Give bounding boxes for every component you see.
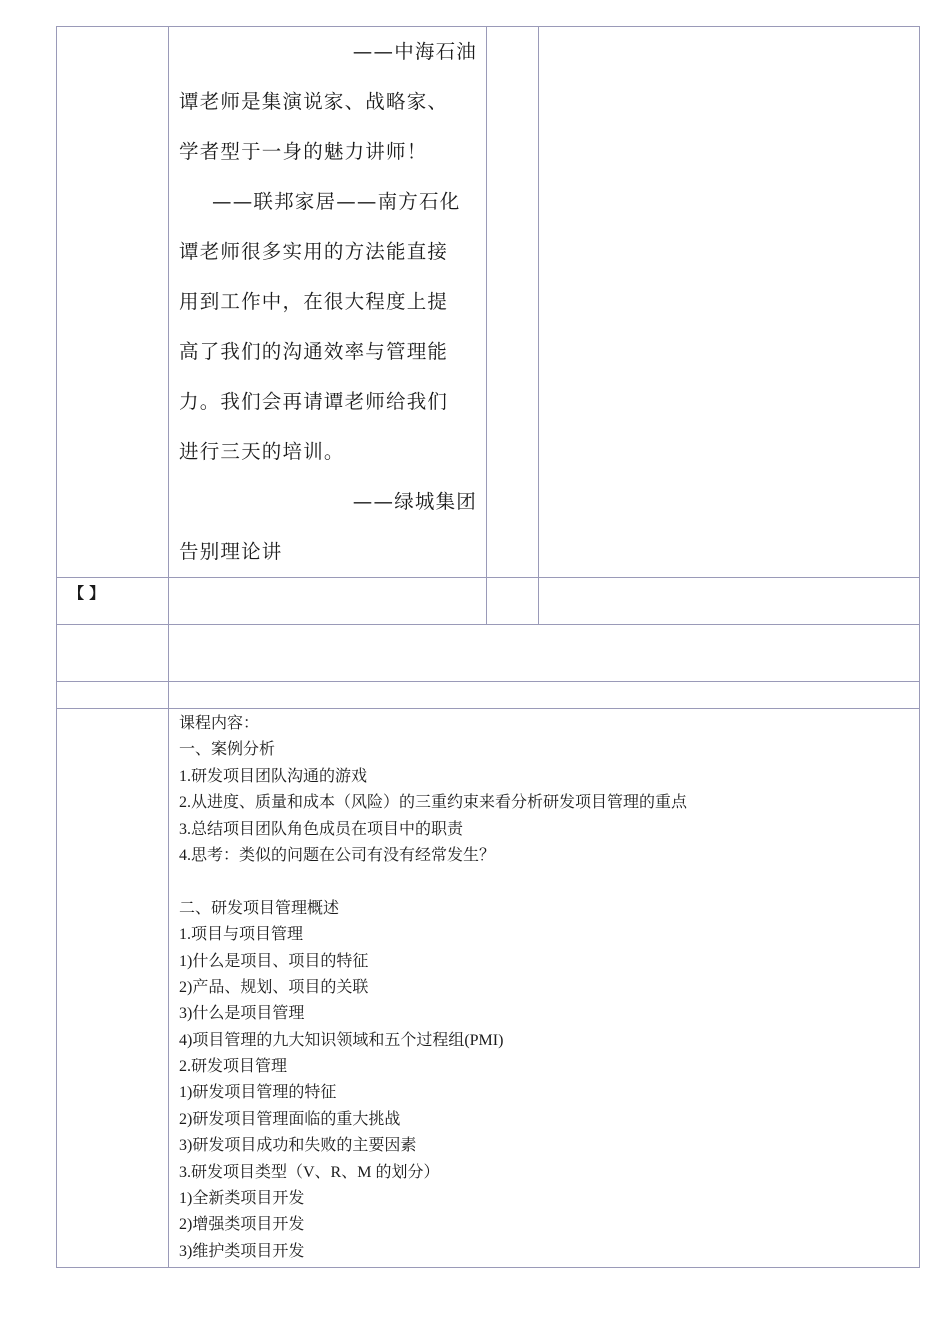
bracket-cell xyxy=(57,578,169,625)
course-line: 3)研发项目成功和失败的主要因素 xyxy=(179,1137,417,1155)
course-line: 2.从进度、质量和成本（风险）的三重约束来看分析研发项目管理的重点 xyxy=(179,794,688,812)
bracket-row-cell-2 xyxy=(169,578,487,625)
narrow-cell-empty xyxy=(487,27,539,578)
course-line: 3.研发项目类型（V、R、M 的划分） xyxy=(179,1163,440,1181)
course-line: 2)增强类项目开发 xyxy=(179,1216,305,1234)
course-label-cell xyxy=(57,709,169,1268)
testimonial-line: 进行三天的培训。 xyxy=(179,440,345,463)
course-line: 2)研发项目管理面临的重大挑战 xyxy=(179,1110,401,1128)
course-content-row xyxy=(57,709,920,1268)
course-line: 课程内容： xyxy=(179,715,260,732)
testimonial-line: ——中海石油 xyxy=(352,40,477,63)
testimonial-cell xyxy=(169,27,487,578)
course-line: 3)维护类项目开发 xyxy=(179,1242,305,1260)
empty-row-1-label xyxy=(57,625,169,682)
bracket-row-cell-3 xyxy=(487,578,539,625)
testimonial-line: 谭老师很多实用的方法能直接 xyxy=(179,240,449,263)
testimonial-line: 谭老师是集演说家、战略家、 xyxy=(179,90,449,113)
course-line: 一、案例分析 xyxy=(179,741,276,759)
empty-row-2-label xyxy=(57,682,169,709)
label-cell-empty xyxy=(57,27,169,578)
course-line: 1)全新类项目开发 xyxy=(179,1190,305,1208)
wide-cell-empty xyxy=(539,27,920,578)
bracket-row xyxy=(57,578,920,625)
course-line: 4.思考：类似的问题在公司有没有经常发生？ xyxy=(179,846,496,864)
empty-row-2-content xyxy=(169,682,920,709)
course-blank-line xyxy=(179,869,913,895)
course-line: 1)什么是项目、项目的特征 xyxy=(179,952,369,970)
testimonial-line: 告别理论讲 xyxy=(179,540,283,563)
bracket-label: 【 】 xyxy=(69,584,105,602)
bracket-row-cell-4 xyxy=(539,578,920,625)
course-line: 1)研发项目管理的特征 xyxy=(179,1084,337,1102)
course-line: 2)产品、规划、项目的关联 xyxy=(179,978,369,996)
empty-row-1 xyxy=(57,625,920,682)
testimonial-line: 用到工作中，在很大程度上提 xyxy=(179,290,449,313)
course-line: 2.研发项目管理 xyxy=(179,1058,288,1076)
testimonial-line: 力。我们会再请谭老师给我们 xyxy=(179,390,449,413)
empty-row-1-content xyxy=(169,625,920,682)
testimonial-row xyxy=(57,27,920,578)
course-outline xyxy=(169,709,919,1267)
course-line: 3.总结项目团队角色成员在项目中的职责 xyxy=(179,820,464,838)
course-line: 二、研发项目管理概述 xyxy=(179,899,340,917)
course-content-cell xyxy=(169,709,920,1268)
empty-row-2 xyxy=(57,682,920,709)
course-line: 3)什么是项目管理 xyxy=(179,1005,305,1023)
testimonial-line: ——绿城集团 xyxy=(352,490,477,513)
course-line: 1.项目与项目管理 xyxy=(179,926,304,944)
course-line: 1.研发项目团队沟通的游戏 xyxy=(179,767,368,785)
testimonial-line: 学者型于一身的魅力讲师！ xyxy=(179,140,428,163)
testimonial-line: 高了我们的沟通效率与管理能 xyxy=(179,340,449,363)
course-line: 4)项目管理的九大知识领域和五个过程组(PMI) xyxy=(179,1031,504,1049)
course-info-table xyxy=(56,26,920,1268)
testimonial-line: ——联邦家居——南方石化 xyxy=(212,190,461,213)
testimonial-text xyxy=(169,27,486,577)
